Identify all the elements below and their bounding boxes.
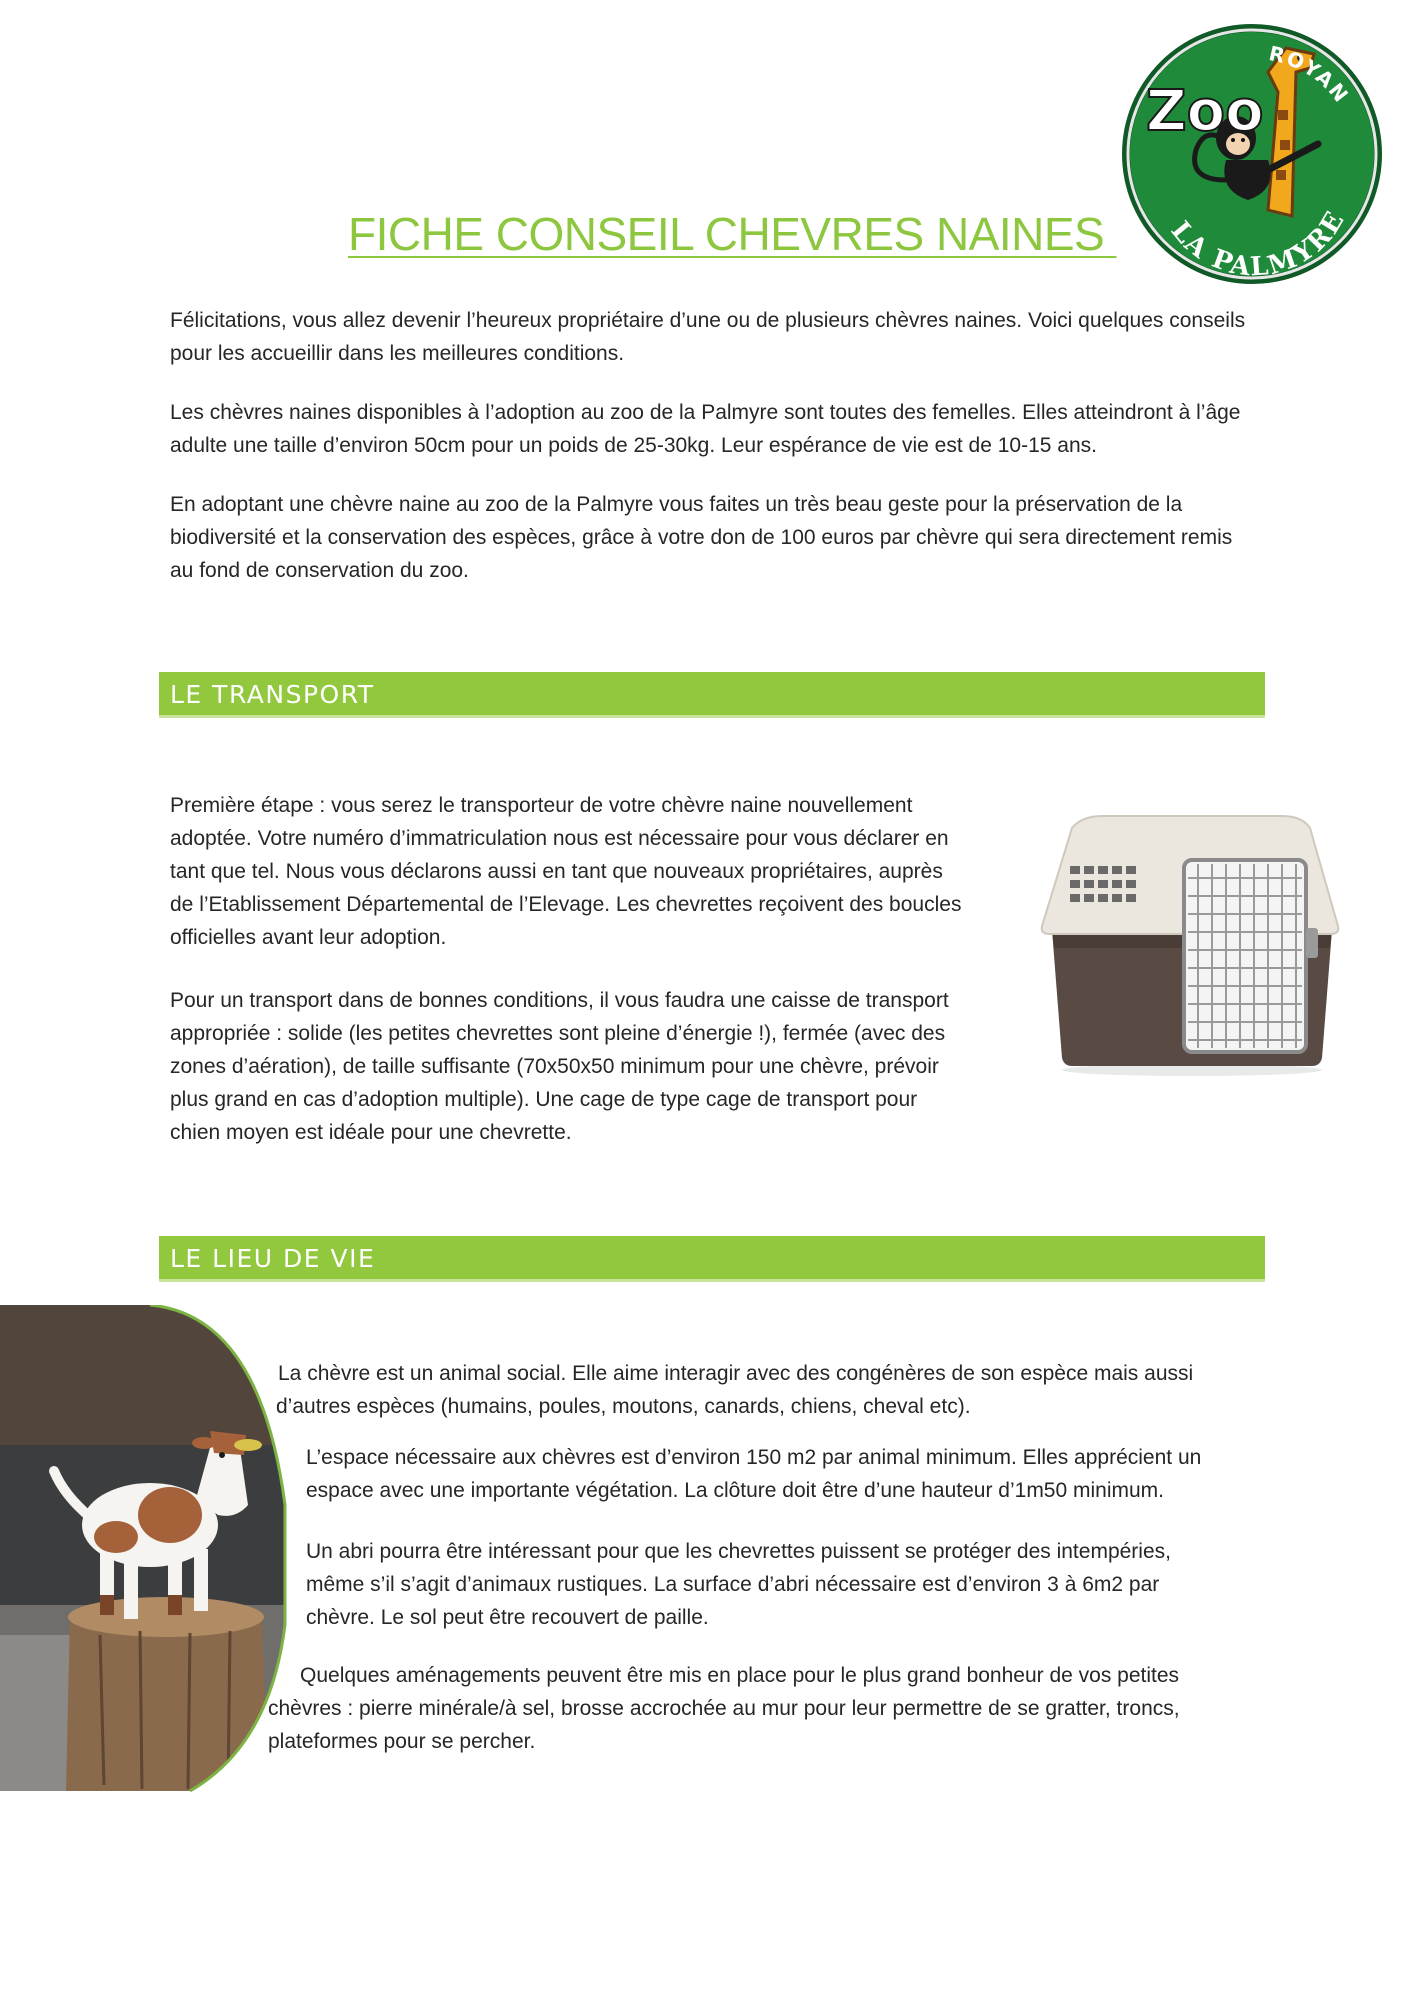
section-title-lieu-de-vie: LE LIEU DE VIE — [170, 1244, 376, 1273]
intro-paragraph-2: Les chèvres naines disponibles à l’adoption au zoo de la Palmyre sont toutes des femelles. Elles atteindront à l’âge adulte une taille d’environ 50cm pour un poids de 25-30kg. Leur espérance de vie est de 10-15 ans. — [170, 401, 1241, 457]
lieu-paragraph-3: Un abri pourra être intéressant pour que les chevrettes puissent se protéger des intempéries, même s’il s’agit d’animaux rustiques. La surface d’abri nécessaire est d’environ 3 à 6m2 par chèvre. Le sol peut être recouvert de paille. — [306, 1540, 1171, 1629]
transport-paragraph-1: Première étape : vous serez le transporteur de votre chèvre naine nouvellement adoptée. Votre numéro d’immatriculation nous est nécessaire pour vous déclarer en tant que tel. Nous vous déclarons aussi en tant que nouveaux propriétaires, auprès de l’Etablissement Départemental de l’Elevage. Les chevrettes reçoivent des boucles officielles avant leur adoption. — [170, 794, 962, 949]
intro-paragraph-1: Félicitations, vous allez devenir l’heureux propriétaire d’une ou de plusieurs chèvres naines. Voici quelques conseils pour les accueillir dans les meilleures conditions. — [170, 309, 1246, 365]
logo-royan-text: ROYAN — [1266, 41, 1355, 108]
lieu-paragraph-1: La chèvre est un animal social. Elle aime interagir avec des congénères de son espèce mais aussi d’autres espèces (humains, poules, moutons, canards, chiens, cheval etc). — [276, 1362, 1194, 1418]
logo-zoo-text: Zoo — [1146, 79, 1264, 144]
lieu-paragraph-4: Quelques aménagements peuvent être mis en place pour le plus grand bonheur de vos petites chèvres : pierre minérale/à sel, brosse accrochée au mur pour leur permettre de se gratter, troncs, plateformes pour se percher. — [268, 1664, 1180, 1753]
section-title-transport: LE TRANSPORT — [170, 680, 375, 709]
lieu-paragraph-2: L’espace nécessaire aux chèvres est d’environ 150 m2 par animal minimum. Elles apprécient un espace avec une importante végétation. La clôture doit être d’une hauteur d’1m50 minimum. — [306, 1446, 1202, 1502]
page-title: FICHE CONSEIL CHEVRES NAINES — [348, 207, 1117, 260]
logo-palmyre-text: LA PALMYRE — [1164, 205, 1352, 283]
intro-paragraph-3: En adoptant une chèvre naine au zoo de la Palmyre vous faites un très beau geste pour la préservation de la biodiversité et la conservation des espèces, grâce à votre don de 100 euros par chèvre qui sera directement remis au fond de conservation du zoo. — [170, 493, 1233, 582]
transport-paragraph-2: Pour un transport dans de bonnes conditions, il vous faudra une caisse de transport appropriée : solide (les petites chevrettes sont pleine d’énergie !), fermée (avec des zones d’aération), de taille suffisante (70x50x50 minimum pour une chèvre, prévoir plus grand en cas d’adoption multiple). Une cage de type cage de transport pour chien moyen est idéale pour une chevrette. — [170, 989, 949, 1144]
